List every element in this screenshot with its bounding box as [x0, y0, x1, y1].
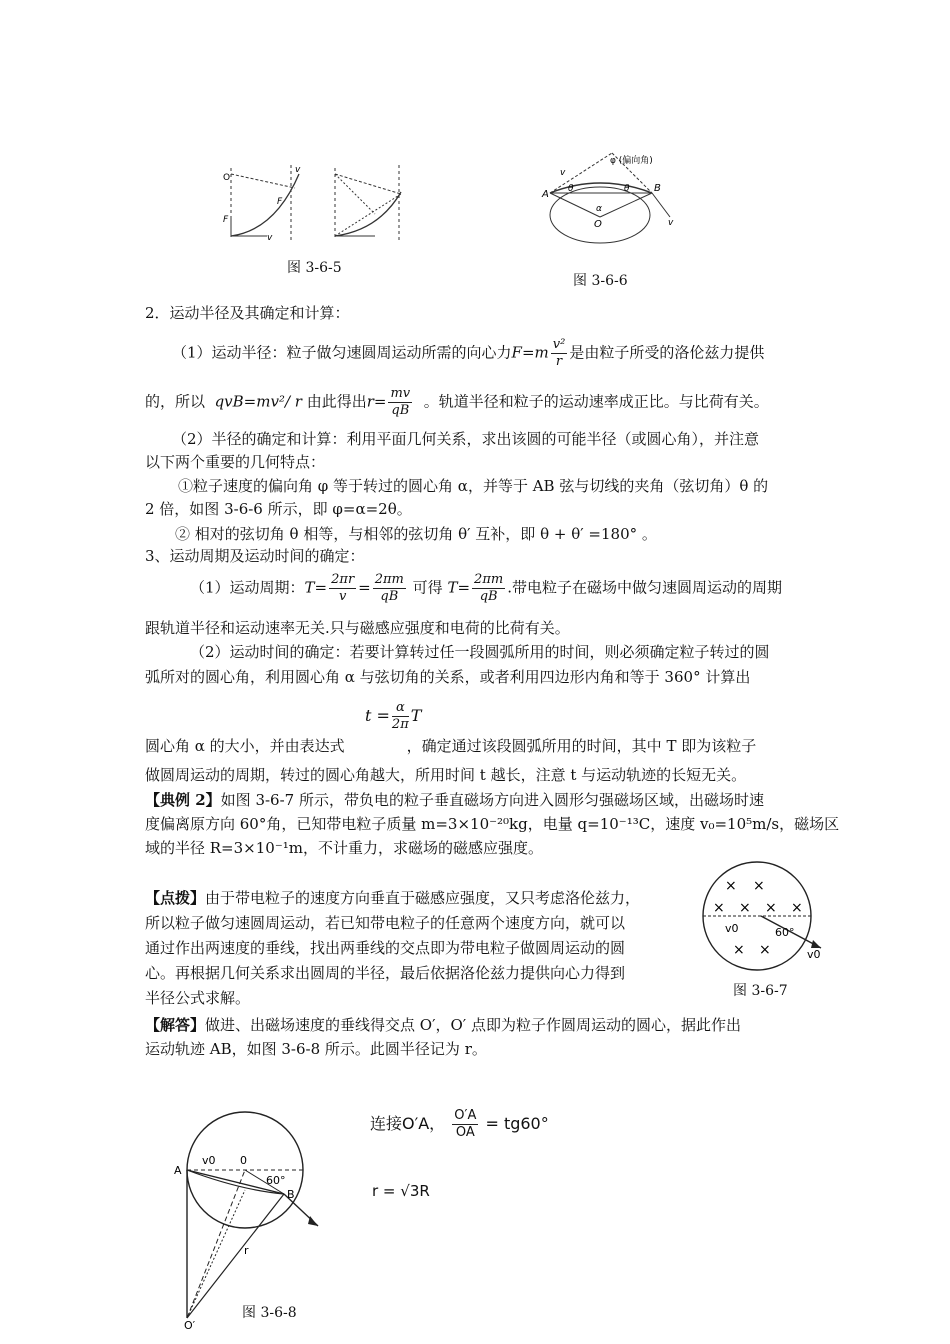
- section3-p2-line3: 圆心角 α 的大小，并由表达式 ，确定通过该段圆弧所用的时间，其中 T 即为该粒子: [145, 737, 757, 755]
- svg-text:×: ×: [733, 942, 745, 958]
- section2-p2-line1: （2）半径的确定和计算：利用平面几何关系，求出该圆的可能半径（或圆心角），并注意: [172, 430, 760, 448]
- fig365-caption: 图 3-6-5: [287, 260, 342, 276]
- section2-heading: 2．运动半径及其确定和计算：: [145, 304, 350, 322]
- example2-line2: 度偏离原方向 60°角，已知带电粒子质量 m=3×10⁻²⁰kg，电量 q=10⁻¹³C，速度 v₀=10⁵m/s，磁场区: [145, 815, 840, 833]
- fig368-v0: v0: [202, 1154, 216, 1167]
- section2-p4: ② 相对的弦切角 θ 相等，与相邻的弦切角 θ′ 互补，即 θ + θ′ =180° 。: [175, 525, 657, 543]
- figure-3-6-8: [170, 1100, 340, 1330]
- example2-line1: 【典例 2】如图 3-6-7 所示，带负电的粒子垂直磁场方向进入圆形匀强磁场区域，出磁场时速: [145, 791, 764, 809]
- figure-3-6-5: [215, 160, 415, 250]
- section3-p2-line4: 做圆周运动的周期，转过的圆心角越大，所用时间 t 越长，注意 t 与运动轨迹的长短无关。: [145, 766, 747, 784]
- time-formula: t = $\frac{\alpha}{2\pi}$ T: [365, 700, 422, 732]
- fig368-O2: O′: [184, 1319, 196, 1330]
- fig368-r: r: [244, 1244, 249, 1257]
- section2-p1-line1: （1）运动半径：粒子做匀速圆周运动所需的向心力F=m $\frac{\text{v²}}{r}$ 是由粒子所受的洛伦兹力提供: [172, 337, 765, 369]
- svg-text:×: ×: [739, 900, 751, 916]
- fig368-caption: 图 3-6-8: [242, 1305, 297, 1321]
- hint-line5: 半径公式求解。: [145, 989, 251, 1007]
- svg-text:×: ×: [759, 942, 771, 958]
- fig365-label-F: F: [277, 197, 283, 207]
- fig366-label-theta: θ: [568, 184, 574, 194]
- section3-p2-line2: 弧所对的圆心角，利用圆心角 α 与弦切角的关系，或者利用四边形内角和等于 360° 计算出: [145, 668, 751, 686]
- fig367-caption: 图 3-6-7: [733, 983, 788, 999]
- fig367-angle: 60°: [775, 926, 795, 939]
- hint-line2: 所以粒子做匀速圆周运动，若已知带电粒子的任意两个速度方向，就可以: [145, 914, 626, 932]
- section2-p2-line2: 以下两个重要的几何特点：: [145, 453, 326, 471]
- fig366-label-B: B: [654, 183, 661, 194]
- field-crosses: [713, 878, 803, 958]
- section2-p3-line1: ①粒子速度的偏向角 φ 等于转过的圆心角 α，并等于 AB 弦与切线的夹角（弦切角）θ 的: [178, 477, 769, 495]
- svg-text:×: ×: [713, 900, 725, 916]
- fig368-A: A: [174, 1164, 182, 1177]
- fig365-label-v2: v: [295, 165, 301, 175]
- section3-p1-line2: 跟轨道半径和运动速率无关.只与磁感应强度和电荷的比荷有关。: [145, 619, 570, 637]
- fig366-label-phi: φ (偏向角): [610, 156, 653, 166]
- section3-heading: 3、运动周期及运动时间的确定：: [145, 547, 365, 565]
- section3-p1-line1: （1）运动周期：T= $\frac{2\pi r}{v}$ = $\frac{2\pi m}{qB}$ 可得 T= $\frac{2\pi m}{qB}$ .带电粒子在磁场中做匀速圆周运动的周期: [190, 572, 782, 604]
- hint-line3: 通过作出两速度的垂线，找出两垂线的交点即为带电粒子做圆周运动的圆: [145, 939, 626, 957]
- fig365-label-O: O: [223, 173, 231, 183]
- answer-line1: 【解答】做进、出磁场速度的垂线得交点 O′，O′ 点即为粒子作圆周运动的圆心，据此作出: [145, 1016, 741, 1034]
- section2-p1-line2: 的，所以 qvB=mv²/ r 由此得出r= $\frac{mv}{qB}$ 。轨道半径和粒子的运动速率成正比。与比荷有关。: [145, 386, 769, 418]
- example2-line3: 域的半径 R=3×10⁻¹m，不计重力，求磁场的磁感应强度。: [145, 839, 543, 857]
- svg-text:×: ×: [765, 900, 777, 916]
- answer-line2: 运动轨迹 AB，如图 3-6-8 所示。此圆半径记为 r。: [145, 1040, 487, 1058]
- figure-3-6-7: [695, 860, 835, 980]
- fig367-v0b: v0: [807, 948, 821, 961]
- svg-text:×: ×: [753, 878, 765, 894]
- svg-text:×: ×: [791, 900, 803, 916]
- fig367-v0: v0: [725, 922, 739, 935]
- figure-3-6-6: [540, 145, 690, 265]
- fig368-angle: 60°: [266, 1174, 286, 1187]
- fig366-label-O: O: [594, 219, 602, 230]
- fig366-label-alpha: α: [596, 204, 602, 214]
- section2-p3-line2: 2 倍，如图 3-6-6 所示，即 φ=α=2θ。: [145, 500, 412, 518]
- fig366-label-v2: v: [668, 218, 674, 228]
- hint-line4: 心。再根据几何关系求出圆周的半径，最后依据洛伦兹力提供向心力得到: [145, 964, 626, 982]
- fig366-label-theta2: θ: [624, 184, 630, 194]
- fig366-label-A: A: [542, 189, 549, 200]
- fig366-label-v: v: [560, 168, 566, 178]
- fig366-caption: 图 3-6-6: [573, 273, 628, 289]
- fig365-label-F2: F: [223, 215, 229, 225]
- equation-tan60: 连接O′A， $\frac{O'A}{OA}$ = tg60°: [370, 1108, 549, 1140]
- section3-p2-line1: （2）运动时间的确定：若要计算转过任一段圆弧所用的时间，则必须确定粒子转过的圆: [190, 643, 770, 661]
- hint-line1: 【点拨】由于带电粒子的速度方向垂直于磁感应强度，又只考虑洛伦兹力，: [145, 889, 641, 907]
- svg-text:×: ×: [725, 878, 737, 894]
- fig368-B: B: [287, 1188, 295, 1201]
- fig365-label-v: v: [267, 233, 273, 243]
- equation-radius: r = √3R: [372, 1182, 430, 1200]
- fig368-O: 0: [240, 1154, 247, 1167]
